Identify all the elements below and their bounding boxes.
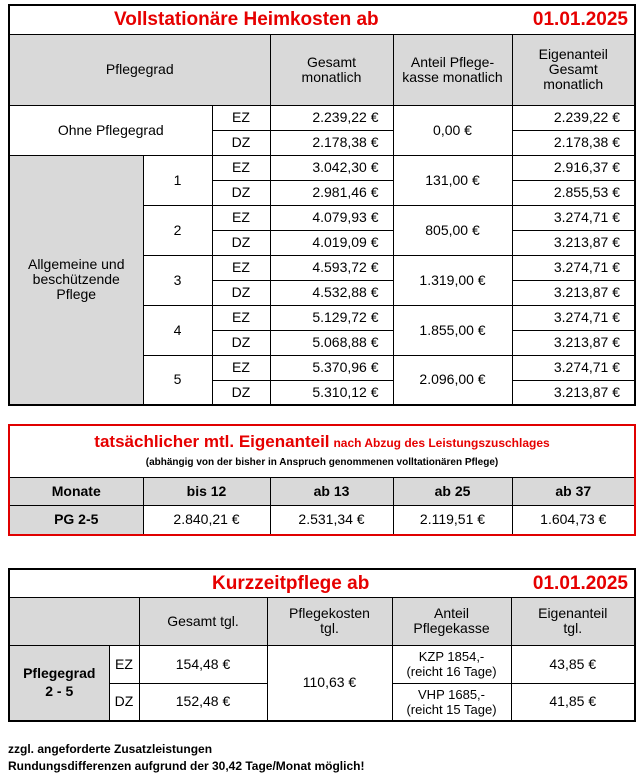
- header-gesamt: Gesamt monatlich: [270, 34, 393, 105]
- kurzzeitpflege-title-row: [9, 569, 635, 597]
- gesamt-tgl-value: 152,48 €: [139, 683, 267, 721]
- eigenanteil-title-row: [9, 425, 635, 455]
- kurzzeitpflege-date: 01.01.2025: [532, 573, 628, 594]
- value-ab-25: 2.119,51 €: [393, 505, 512, 535]
- heimkosten-date: 01.01.2025: [532, 9, 628, 30]
- header-pflegekosten: Pflegekosten tgl.: [267, 597, 392, 645]
- row-label-pg: PG 2-5: [9, 505, 143, 535]
- gesamt-value: 3.042,30 €: [270, 155, 393, 180]
- anteil-value: 1.855,00 €: [393, 305, 512, 355]
- eigenanteil-value: 3.274,71 €: [512, 255, 635, 280]
- kurzzeitpflege-table: [8, 568, 636, 722]
- pflegegrad-number: 3: [143, 255, 212, 305]
- eigenanteil-value: 2.178,38 €: [512, 130, 635, 155]
- header-gesamt-tgl: Gesamt tgl.: [139, 597, 267, 645]
- value-ab-13: 2.531,34 €: [270, 505, 393, 535]
- header-ab-37: ab 37: [512, 477, 635, 505]
- ohne-pflegegrad-label: Ohne Pflegegrad: [9, 105, 212, 155]
- value-bis-12: 2.840,21 €: [143, 505, 270, 535]
- value-ab-37: 1.604,73 €: [512, 505, 635, 535]
- room-type-dz: DZ: [212, 330, 270, 355]
- room-type-ez: EZ: [212, 255, 270, 280]
- room-type-dz: DZ: [109, 683, 139, 721]
- footnotes: [8, 741, 364, 775]
- anteil-value: 805,00 €: [393, 205, 512, 255]
- header-anteil: Anteil Pflege-kasse monatlich: [393, 34, 512, 105]
- eigenanteil-value: 3.213,87 €: [512, 380, 635, 405]
- eigenanteil-value: 2.916,37 €: [512, 155, 635, 180]
- anteil-kzp: [392, 645, 511, 683]
- gesamt-value: 5.129,72 €: [270, 305, 393, 330]
- room-type-ez: EZ: [212, 355, 270, 380]
- eigenanteil-value: 3.274,71 €: [512, 305, 635, 330]
- gesamt-value: 4.532,88 €: [270, 280, 393, 305]
- header-empty: [9, 597, 139, 645]
- room-type-dz: DZ: [212, 280, 270, 305]
- gesamt-value: 4.079,93 €: [270, 205, 393, 230]
- gesamt-value: 2.239,22 €: [270, 105, 393, 130]
- room-type-dz: DZ: [212, 130, 270, 155]
- footnote-zusatzleistungen: zzgl. angeforderte Zusatzleistungen: [8, 742, 213, 756]
- eigenanteil-value: 3.213,87 €: [512, 280, 635, 305]
- gesamt-value: 4.019,09 €: [270, 230, 393, 255]
- room-type-dz: DZ: [212, 230, 270, 255]
- eigenanteil-value: 3.274,71 €: [512, 355, 635, 380]
- header-eigenanteil: Eigenanteil Gesamt monatlich: [512, 34, 635, 105]
- eigenanteil-value: 3.213,87 €: [512, 230, 635, 255]
- pflegegrad-number: 2: [143, 205, 212, 255]
- header-pflegegrad: Pflegegrad: [9, 34, 270, 105]
- header-bis-12: bis 12: [143, 477, 270, 505]
- heimkosten-title: Vollstationäre Heimkosten ab: [114, 9, 379, 30]
- room-type-ez: EZ: [109, 645, 139, 683]
- anteil-value: 1.319,00 €: [393, 255, 512, 305]
- footnote-rundung: Rundungsdifferenzen aufgrund der 30,42 Tage/Monat möglich!: [8, 759, 365, 773]
- eigenanteil-title: tatsächlicher mtl. Eigenanteil: [94, 432, 330, 451]
- eigenanteil-subtitle: (abhängig von der bisher in Anspruch genommenen volltationären Pflege): [9, 455, 635, 477]
- anteil-vhp-line2: (reicht 15 Tage): [406, 701, 497, 717]
- header-eigenanteil-tgl: Eigenanteil tgl.: [511, 597, 635, 645]
- pflegekosten-value: 110,63 €: [267, 645, 392, 721]
- anteil-kzp-line2: (reicht 16 Tage): [406, 664, 497, 679]
- gesamt-tgl-value: 154,48 €: [139, 645, 267, 683]
- gesamt-value: 5.310,12 €: [270, 380, 393, 405]
- room-type-ez: EZ: [212, 205, 270, 230]
- gesamt-value: 4.593,72 €: [270, 255, 393, 280]
- eigenanteil-tgl-value: 41,85 €: [511, 683, 635, 721]
- anteil-kzp-line1: KZP 1854,-: [418, 649, 485, 664]
- header-monate: Monate: [9, 477, 143, 505]
- anteil-value: 2.096,00 €: [393, 355, 512, 405]
- room-type-ez: EZ: [212, 105, 270, 130]
- pflegegrad-label-line1: Pflegegrad: [23, 665, 96, 682]
- anteil-vhp: [392, 683, 511, 721]
- eigenanteil-value: 2.239,22 €: [512, 105, 635, 130]
- anteil-value: 0,00 €: [393, 105, 512, 155]
- pflegegrad-number: 4: [143, 305, 212, 355]
- eigenanteil-tgl-value: 43,85 €: [511, 645, 635, 683]
- gesamt-value: 2.981,46 €: [270, 180, 393, 205]
- group-label-allgemeine: Allgemeine und beschützende Pflege: [9, 155, 143, 405]
- table-row: [9, 155, 635, 180]
- eigenanteil-value: 2.855,53 €: [512, 180, 635, 205]
- gesamt-value: 5.370,96 €: [270, 355, 393, 380]
- room-type-ez: EZ: [212, 305, 270, 330]
- room-type-ez: EZ: [212, 155, 270, 180]
- eigenanteil-value: 3.213,87 €: [512, 330, 635, 355]
- eigenanteil-value: 3.274,71 €: [512, 205, 635, 230]
- pflegegrad-number: 1: [143, 155, 212, 205]
- anteil-vhp-line1: VHP 1685,-: [418, 686, 485, 702]
- anteil-value: 131,00 €: [393, 155, 512, 205]
- room-type-dz: DZ: [212, 180, 270, 205]
- header-ab-25: ab 25: [393, 477, 512, 505]
- pflegegrad-label-line2: 2 - 5: [45, 683, 74, 700]
- pflegegrad-number: 5: [143, 355, 212, 405]
- eigenanteil-title-sub: nach Abzug des Leistungszuschlages: [333, 436, 550, 450]
- header-anteil-pflegekasse: Anteil Pflegekasse: [392, 597, 511, 645]
- pflegegrad-label: [9, 645, 109, 721]
- header-ab-13: ab 13: [270, 477, 393, 505]
- eigenanteil-table: [8, 424, 636, 536]
- room-type-dz: DZ: [212, 380, 270, 405]
- gesamt-value: 2.178,38 €: [270, 130, 393, 155]
- gesamt-value: 5.068,88 €: [270, 330, 393, 355]
- kurzzeitpflege-title: Kurzzeitpflege ab: [212, 573, 370, 594]
- heimkosten-table: [8, 4, 636, 406]
- heimkosten-title-row: [9, 5, 635, 34]
